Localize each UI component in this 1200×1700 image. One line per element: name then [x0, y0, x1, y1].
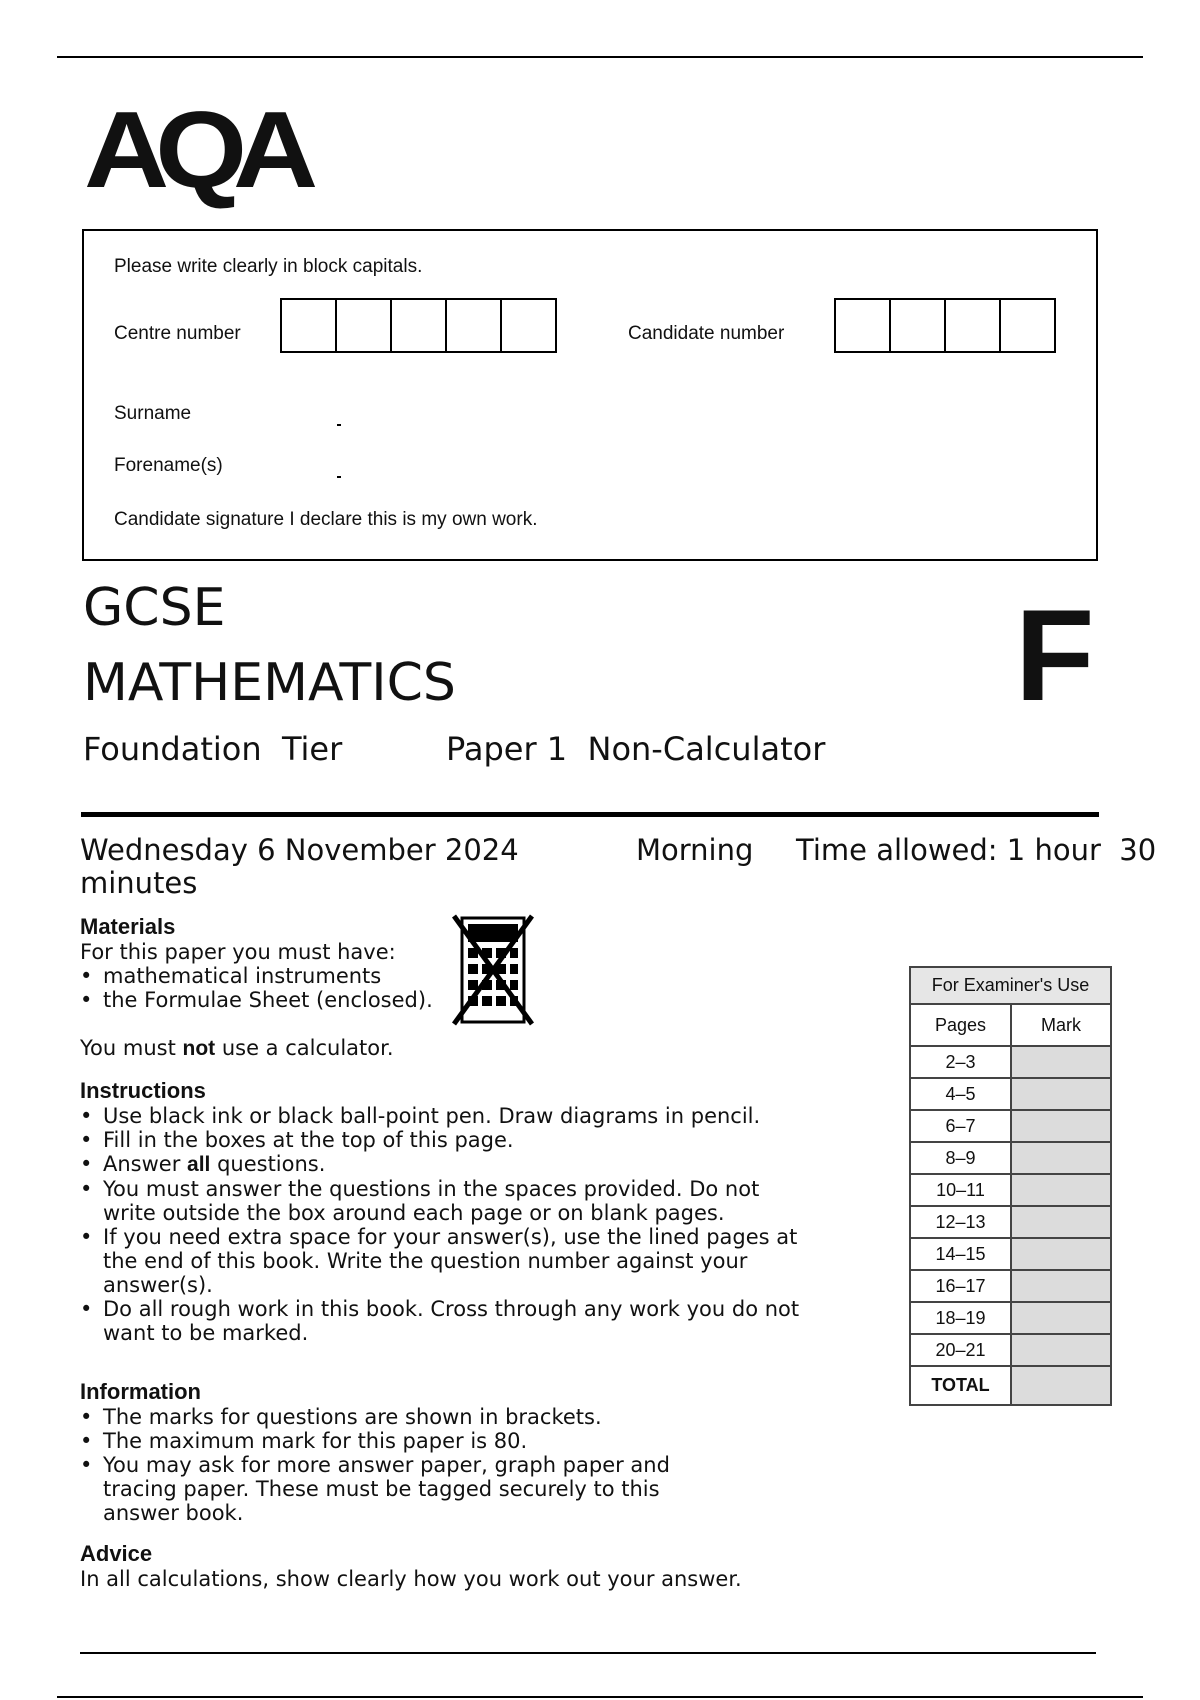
mark-column-header: Mark	[1011, 1004, 1111, 1046]
table-row	[910, 1078, 1111, 1110]
block-capitals-instruction: Please write clearly in block capitals.	[114, 256, 423, 277]
table-row	[910, 1174, 1111, 1206]
examiner-use-table	[909, 966, 1112, 1406]
list-item: • Use black ink or black ball-point pen. Draw diagrams in pencil.	[80, 1104, 820, 1128]
calculator-note	[80, 1036, 840, 1061]
exam-session: Morning	[636, 833, 754, 867]
subject-title: MATHEMATICS	[83, 653, 456, 713]
list-item: • The marks for questions are shown in brackets.	[80, 1405, 720, 1429]
table-row	[910, 1110, 1111, 1142]
candidate-digit-box[interactable]	[999, 298, 1056, 353]
mark-cell	[1011, 1334, 1111, 1366]
information-section	[80, 1379, 840, 1525]
centre-digit-box[interactable]	[280, 298, 337, 353]
table-row	[910, 1238, 1111, 1270]
instructions-heading: Instructions	[80, 1078, 206, 1103]
pages-cell: 12–13	[910, 1206, 1011, 1238]
pages-cell: 14–15	[910, 1238, 1011, 1270]
surname-label: Surname	[114, 403, 192, 424]
total-mark-cell	[1011, 1366, 1111, 1405]
examiner-table-title: For Examiner's Use	[910, 967, 1111, 1004]
page-bottom-rule	[57, 1696, 1143, 1698]
candidate-digit-box[interactable]	[889, 298, 946, 353]
list-item: • The maximum mark for this paper is 80.	[80, 1429, 720, 1453]
forenames-label: Forename(s)	[114, 455, 223, 476]
table-row	[910, 1270, 1111, 1302]
time-allowed: Time allowed: 1 hour 30	[796, 833, 1157, 867]
calculator-note-text: use a calculator.	[215, 1036, 394, 1060]
qualification-title: GCSE	[83, 578, 226, 638]
top-rule	[57, 56, 1143, 58]
mark-cell	[1011, 1302, 1111, 1334]
list-item: • You may ask for more answer paper, graph paper and tracing paper. These must be tagged securely to this answer book.	[80, 1453, 723, 1525]
signature-label: Candidate signature I declare this is my own work.	[114, 509, 538, 530]
pages-cell: 8–9	[910, 1142, 1011, 1174]
mark-cell	[1011, 1142, 1111, 1174]
aqa-logo: AQA	[84, 89, 305, 211]
mark-cell	[1011, 1078, 1111, 1110]
list-item: • You must answer the questions in the spaces provided. Do not write outside the box around each page or on blank pages.	[80, 1177, 763, 1225]
forenames-field[interactable]	[337, 476, 341, 478]
mark-cell	[1011, 1046, 1111, 1078]
pages-cell: 16–17	[910, 1270, 1011, 1302]
table-row	[910, 1366, 1111, 1405]
pages-cell: 18–19	[910, 1302, 1011, 1334]
table-row	[910, 1302, 1111, 1334]
tier-label: Foundation Tier	[83, 730, 343, 768]
table-row	[910, 1046, 1111, 1078]
total-label: TOTAL	[910, 1366, 1011, 1405]
advice-heading: Advice	[80, 1541, 153, 1566]
pages-cell: 20–21	[910, 1334, 1011, 1366]
materials-intro: For this paper you must have:	[80, 940, 396, 964]
centre-digit-box[interactable]	[390, 298, 447, 353]
surname-field[interactable]	[337, 424, 341, 426]
materials-heading: Materials	[80, 914, 176, 939]
pages-cell: 2–3	[910, 1046, 1011, 1078]
candidate-digit-box[interactable]	[834, 298, 891, 353]
exam-date: Wednesday 6 November 2024	[80, 833, 519, 867]
list-item: • Fill in the boxes at the top of this page.	[80, 1128, 820, 1152]
title-rule	[81, 812, 1099, 817]
instructions-list	[80, 1104, 820, 1345]
centre-digit-box[interactable]	[500, 298, 557, 353]
candidate-number-label: Candidate number	[628, 323, 785, 344]
table-row	[910, 1142, 1111, 1174]
list-item: • the Formulae Sheet (enclosed).	[80, 988, 840, 1012]
candidate-number-boxes[interactable]	[834, 298, 1054, 353]
calculator-note-emphasis: not	[182, 1037, 216, 1060]
pages-cell: 10–11	[910, 1174, 1011, 1206]
mark-cell	[1011, 1174, 1111, 1206]
centre-digit-box[interactable]	[445, 298, 502, 353]
advice-text: In all calculations, show clearly how you work out your answer.	[80, 1567, 742, 1591]
centre-digit-box[interactable]	[335, 298, 392, 353]
no-calculator-icon	[452, 914, 534, 1026]
mark-cell	[1011, 1270, 1111, 1302]
mark-cell	[1011, 1110, 1111, 1142]
information-list	[80, 1405, 720, 1525]
calculator-note-text: You must	[80, 1036, 183, 1060]
centre-number-boxes[interactable]	[280, 298, 555, 353]
list-item	[80, 1152, 820, 1177]
advice-section	[80, 1541, 840, 1591]
table-row	[910, 1334, 1111, 1366]
bottom-rule	[80, 1652, 1096, 1654]
pages-cell: 4–5	[910, 1078, 1011, 1110]
list-item-emphasis: all	[187, 1153, 211, 1176]
information-heading: Information	[80, 1379, 201, 1404]
centre-number-label: Centre number	[114, 323, 241, 344]
list-item: • mathematical instruments	[80, 964, 840, 988]
pages-cell: 6–7	[910, 1110, 1011, 1142]
candidate-digit-box[interactable]	[944, 298, 1001, 353]
table-row	[910, 1206, 1111, 1238]
list-item: • If you need extra space for your answer(s), use the lined pages at the end of this book. Write the question number against your answer(s).	[80, 1225, 820, 1297]
list-item-text: Answer	[103, 1152, 188, 1176]
time-allowed-continued: minutes	[80, 866, 198, 900]
instructions-section	[80, 1078, 840, 1345]
list-item-text: questions.	[210, 1152, 326, 1176]
mark-cell	[1011, 1206, 1111, 1238]
list-item: • Do all rough work in this book. Cross through any work you do not want to be marked.	[80, 1297, 803, 1345]
pages-column-header: Pages	[910, 1004, 1011, 1046]
tier-letter: F	[1015, 582, 1095, 728]
mark-cell	[1011, 1238, 1111, 1270]
paper-label: Paper 1 Non-Calculator	[446, 730, 826, 768]
